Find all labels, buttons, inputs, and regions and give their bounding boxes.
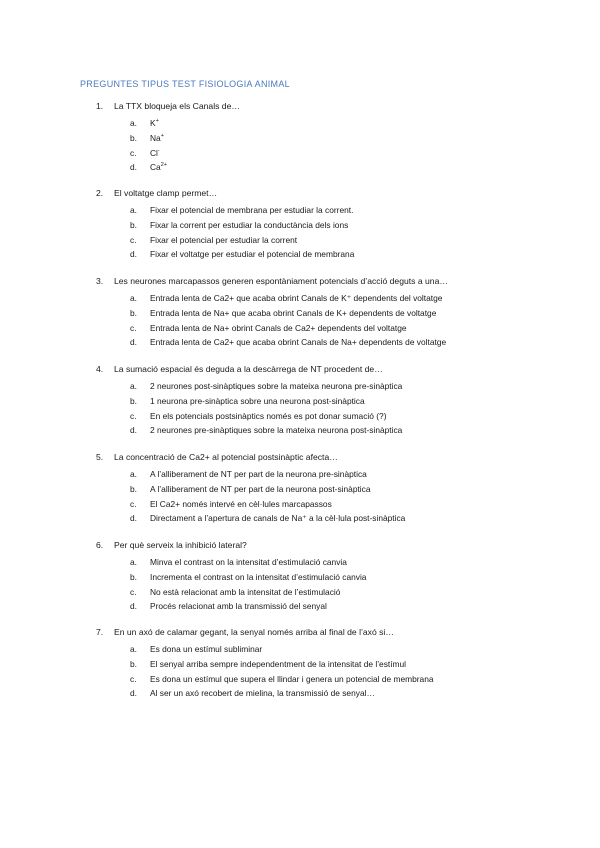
option-letter: d. bbox=[130, 337, 137, 348]
option-item bbox=[96, 291, 516, 306]
option-text: Fixar el potencial per estudiar la corrent bbox=[150, 234, 298, 245]
option-list bbox=[96, 642, 516, 701]
question-text: La concentració de Ca2+ al potencial postsinàptic afecta… bbox=[114, 452, 338, 462]
option-item bbox=[96, 423, 516, 438]
option-item bbox=[96, 599, 516, 614]
option-item bbox=[96, 555, 516, 570]
ion-charge: + bbox=[160, 133, 164, 139]
option-text: En els potencials postsinàptics només es pot donar sumació (?) bbox=[150, 410, 387, 421]
option-item bbox=[96, 570, 516, 585]
option-text: Procés relacionat amb la transmissió del senyal bbox=[150, 601, 327, 612]
option-letter: d. bbox=[130, 688, 137, 699]
option-item bbox=[96, 131, 516, 146]
option-text: Na+ bbox=[150, 132, 164, 143]
option-letter: d. bbox=[130, 162, 137, 173]
option-text: Es dona un estímul subliminar bbox=[150, 644, 263, 654]
option-letter: d. bbox=[130, 601, 137, 612]
option-letter: c. bbox=[130, 586, 137, 597]
option-letter: c. bbox=[130, 322, 137, 333]
option-item bbox=[96, 218, 516, 233]
question-2 bbox=[96, 188, 516, 262]
option-item bbox=[96, 335, 516, 350]
question-6 bbox=[96, 540, 516, 614]
option-item bbox=[96, 642, 516, 657]
option-item bbox=[96, 394, 516, 409]
option-letter: a. bbox=[130, 469, 137, 479]
option-text: Es dona un estímul que supera el llindar i genera un potencial de membrana bbox=[150, 673, 434, 684]
option-item bbox=[96, 511, 516, 526]
question-number: 5. bbox=[96, 452, 104, 462]
question-number: 1. bbox=[96, 101, 104, 111]
option-item bbox=[96, 146, 516, 161]
question-4 bbox=[96, 364, 516, 438]
option-item bbox=[96, 247, 516, 262]
option-text: Fixar el voltatge per estudiar el potencial de membrana bbox=[150, 249, 355, 260]
option-item bbox=[96, 233, 516, 248]
option-letter: b. bbox=[130, 132, 137, 143]
option-letter: a. bbox=[130, 205, 137, 215]
option-list bbox=[96, 116, 516, 175]
option-text: Entrada lenta de Na+ obrint Canals de Ca2+ dependents del voltatge bbox=[150, 322, 407, 333]
option-text: Al ser un axó recobert de mielina, la transmissió de senyal… bbox=[150, 688, 375, 699]
option-letter: b. bbox=[130, 571, 137, 582]
option-letter: a. bbox=[130, 118, 137, 128]
option-letter: b. bbox=[130, 483, 137, 494]
ion-charge: 2+ bbox=[160, 162, 167, 169]
option-letter: a. bbox=[130, 644, 137, 654]
option-item bbox=[96, 686, 516, 701]
document-title: PREGUNTES TIPUS TEST FISIOLOGIA ANIMAL bbox=[80, 79, 290, 89]
option-letter: b. bbox=[130, 395, 137, 406]
option-text: A l’alliberament de NT per part de la neurona pre-sinàptica bbox=[150, 469, 367, 479]
question-3 bbox=[96, 276, 516, 350]
option-letter: c. bbox=[130, 673, 137, 684]
option-item bbox=[96, 306, 516, 321]
option-text: 2 neurones post-sinàptiques sobre la mateixa neurona pre-sinàptica bbox=[150, 381, 403, 391]
option-item bbox=[96, 467, 516, 482]
option-list bbox=[96, 467, 516, 526]
question-text: Les neurones marcapassos generen espontàniament potencials d’acció deguts a una… bbox=[114, 276, 448, 286]
option-item bbox=[96, 116, 516, 131]
question-text: Per què serveix la inhibició lateral? bbox=[114, 540, 247, 550]
option-list bbox=[96, 555, 516, 614]
question-text: La sumació espacial és deguda a la descàrrega de NT procedent de… bbox=[114, 364, 383, 374]
option-text: No està relacionat amb la intensitat de l’estimulació bbox=[150, 586, 341, 597]
option-letter: d. bbox=[130, 249, 137, 260]
option-text: Incrementa el contrast on la intensitat d’estimulació canvia bbox=[150, 571, 367, 582]
option-list bbox=[96, 379, 516, 438]
option-text: A l’alliberament de NT per part de la neurona post-sinàptica bbox=[150, 483, 371, 494]
option-letter: a. bbox=[130, 381, 137, 391]
option-letter: d. bbox=[130, 513, 137, 524]
option-letter: b. bbox=[130, 658, 137, 669]
option-item bbox=[96, 657, 516, 672]
option-text: 1 neurona pre-sinàptica sobre una neurona post-sinàptica bbox=[150, 395, 365, 406]
option-text: K+ bbox=[150, 118, 159, 128]
option-item bbox=[96, 379, 516, 394]
question-1 bbox=[96, 101, 516, 175]
option-letter: a. bbox=[130, 557, 137, 567]
question-number: 3. bbox=[96, 276, 104, 286]
question-5 bbox=[96, 452, 516, 526]
question-number: 6. bbox=[96, 540, 104, 550]
option-item bbox=[96, 203, 516, 218]
option-letter: a. bbox=[130, 293, 137, 303]
option-item bbox=[96, 482, 516, 497]
option-text: Directament a l’apertura de canals de Na⁺ a la cèl·lula post-sinàptica bbox=[150, 513, 406, 524]
option-item bbox=[96, 160, 516, 175]
option-item bbox=[96, 585, 516, 600]
option-text: Fixar la corrent per estudiar la conductància dels ions bbox=[150, 219, 349, 230]
option-text: El senyal arriba sempre independentment de la intensitat de l’estímul bbox=[150, 658, 407, 669]
question-text: La TTX bloqueja els Canals de… bbox=[114, 101, 240, 111]
option-item bbox=[96, 321, 516, 336]
option-letter: b. bbox=[130, 219, 137, 230]
option-text: Cl- bbox=[150, 147, 160, 158]
option-letter: b. bbox=[130, 307, 137, 318]
ion-charge: - bbox=[157, 147, 160, 154]
ion-charge: + bbox=[155, 118, 159, 125]
option-text: Fixar el potencial de membrana per estudiar la corrent. bbox=[150, 205, 354, 215]
option-text: El Ca2+ només intervé en cèl·lules marcapassos bbox=[150, 498, 332, 509]
question-text: En un axó de calamar gegant, la senyal només arriba al final de l’axó si… bbox=[114, 627, 394, 637]
option-list bbox=[96, 203, 516, 262]
option-item bbox=[96, 672, 516, 687]
option-list bbox=[96, 291, 516, 350]
option-item bbox=[96, 497, 516, 512]
option-letter: c. bbox=[130, 498, 137, 509]
option-text: 2 neurones pre-sinàptiques sobre la mateixa neurona post-sinàptica bbox=[150, 425, 403, 436]
option-letter: d. bbox=[130, 425, 137, 436]
option-text: Entrada lenta de Ca2+ que acaba obrint Canals de K⁺ dependents del voltatge bbox=[150, 293, 443, 303]
option-letter: c. bbox=[130, 234, 137, 245]
question-text: El voltatge clamp permet… bbox=[114, 188, 218, 198]
question-number: 4. bbox=[96, 364, 104, 374]
option-text: Entrada lenta de Na+ que acaba obrint Canals de K+ dependents de voltatge bbox=[150, 307, 437, 318]
question-number: 7. bbox=[96, 627, 104, 637]
option-item bbox=[96, 409, 516, 424]
option-text: $Ca^{2+}$ bbox=[150, 162, 167, 173]
option-text: Entrada lenta de Ca2+ que acaba obrint Canals de Na+ dependents de voltatge bbox=[150, 337, 447, 348]
question-7 bbox=[96, 627, 516, 701]
option-letter: c. bbox=[130, 147, 137, 158]
question-number: 2. bbox=[96, 188, 104, 198]
option-letter: c. bbox=[130, 410, 137, 421]
option-text: Minva el contrast on la intensitat d’estimulació canvia bbox=[150, 557, 347, 567]
